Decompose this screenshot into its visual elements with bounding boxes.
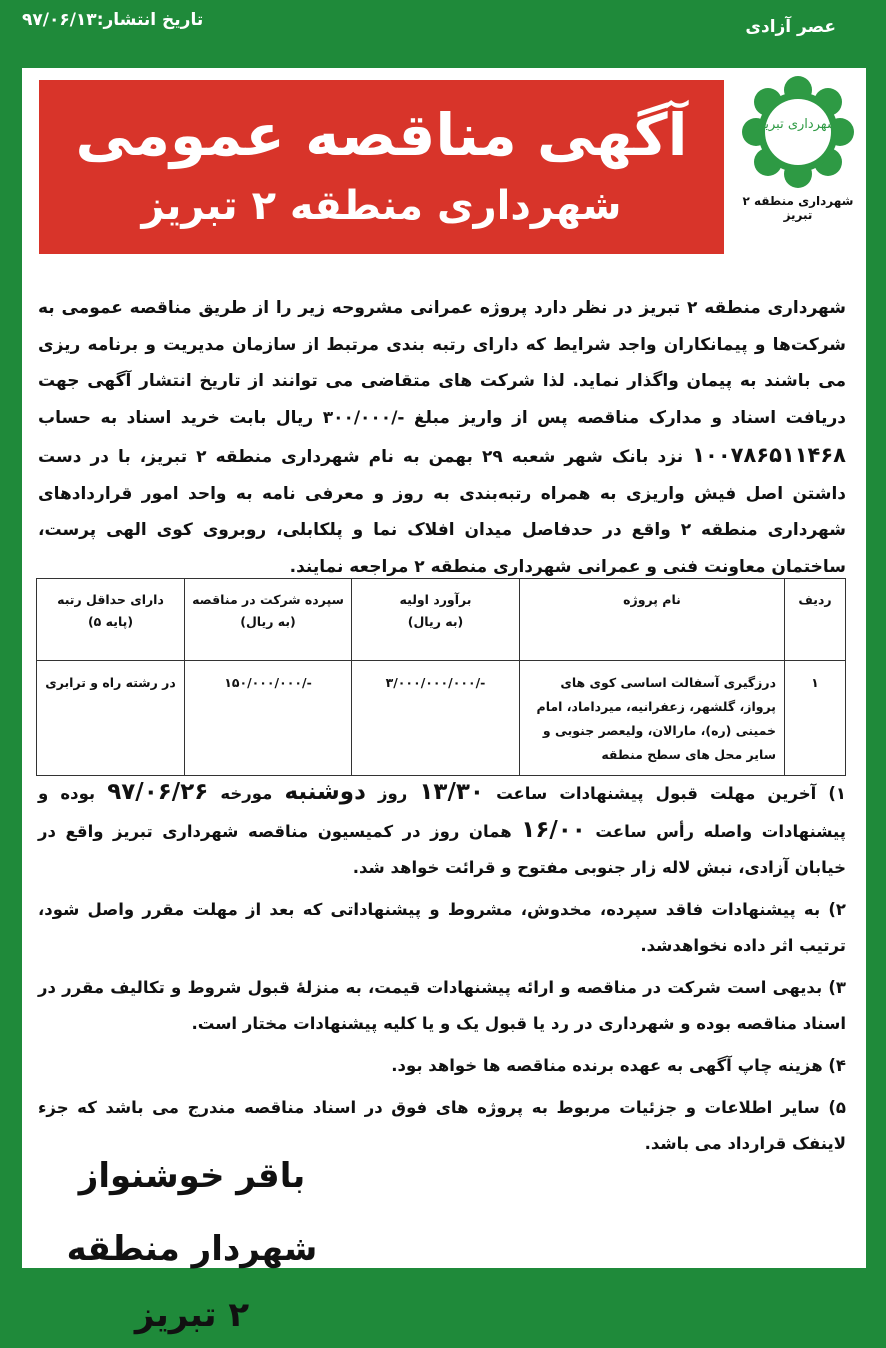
col-deposit-header: سپرده شرکت در مناقصه (به ریال) xyxy=(185,579,352,661)
logo-caption: شهرداری منطقه ۲ تبریز xyxy=(742,194,854,222)
tabriz-municipality-emblem-icon xyxy=(742,76,854,188)
condition-1: ۱) آخرین مهلت قبول پیشنهادات ساعت ۱۳/۳۰ روز دوشنبه مورخه ۹۷/۰۶/۲۶ بوده و پیشنهادات واصله رأس ساعت ۱۶/۰۰ همان روز در کمیسیون مناقصه شهرداری تبریز واقع در خیابان آزادی، نبش لاله زار جنوبی مفتوح و قرائت خواهد شد. xyxy=(38,779,846,877)
notice-title: آگهی مناقصه عمومی xyxy=(75,101,688,169)
cell-grade: در رشته راه و ترابری xyxy=(37,661,185,776)
cell-project-name: درزگیری آسفالت اساسی کوی های پرواز، گلشهر، زعفرانیه، میرداماد، امام خمینی (ره)، مارالان، ولیعصر جنوبی و سایر محل های سطح منطقه xyxy=(520,661,785,776)
deadline-date: ۹۷/۰۶/۲۶ xyxy=(107,779,209,805)
intro-paragraph xyxy=(38,290,846,586)
table-row xyxy=(37,661,846,776)
cell-deposit: -/۱۵۰/۰۰۰/۰۰۰ xyxy=(185,661,352,776)
newspaper-name: عصر آزادی xyxy=(745,17,836,37)
col-grade-header: دارای حداقل رتبه (پایه ۵) xyxy=(37,579,185,661)
title-banner xyxy=(39,80,724,254)
notice-paper xyxy=(22,68,866,1335)
project-table xyxy=(36,578,846,776)
signatory-name: باقر خوشنواز xyxy=(78,1156,306,1196)
emblem-text: شهرداری تبریز xyxy=(758,117,838,132)
condition-2: ۲) به پیشنهادات فاقد سپرده، مخدوش، مشروط و پیشنهاداتی که بعد از مهلت مقرر واصل شود، ترتیب اثر داده نخواهدشد. xyxy=(38,900,846,955)
conditions-list xyxy=(38,774,846,1168)
condition-5: ۵) سایر اطلاعات و جزئیات مربوط به پروژه های فوق در اسناد مناقصه مندرج می باشد که جزء لاینفک قرارداد می باشد. xyxy=(38,1098,846,1153)
publication-date: تاریخ انتشار:۹۷/۰۶/۱۳ xyxy=(22,10,204,30)
notice-subtitle: شهرداری منطقه ۲ تبریز xyxy=(141,183,622,229)
municipality-logo xyxy=(738,76,858,236)
col-project-header: نام پروژه xyxy=(520,579,785,661)
signature-block xyxy=(62,1148,322,1348)
condition-4: ۴) هزینه چاپ آگهی به عهده برنده مناقصه ها خواهد بود. xyxy=(391,1056,846,1075)
top-bar xyxy=(0,0,886,48)
col-estimate-header: برآورد اولیه (به ریال) xyxy=(352,579,520,661)
col-row-header: ردیف xyxy=(785,579,846,661)
cell-row-number: ۱ xyxy=(785,661,846,776)
table-header-row xyxy=(37,579,846,661)
deadline-time: ۱۳/۳۰ xyxy=(419,779,484,805)
signatory-title: شهردار منطقه ۲ تبریز xyxy=(66,1229,318,1335)
deadline-day: دوشنبه xyxy=(284,779,366,805)
condition-3: ۳) بدیهی است شرکت در مناقصه و ارائه پیشنهادات قیمت، به منزلهٔ قبول شروط و تکالیف مقرر در اسناد مناقصه بوده و شهرداری در رد یا قبول یک و یا کلیه پیشنهادات مختار است. xyxy=(38,978,846,1033)
opening-time: ۱۶/۰۰ xyxy=(521,817,586,843)
intro-text-part2: نزد بانک شهر شعبه ۲۹ بهمن به نام شهرداری منطقه ۲ تبریز، با در دست داشتن اصل فیش واریزی به همراه رتبه‌بندی به روز و معرفی نامه به واحد امور قراردادهای شهرداری منطقه ۲ واقع در حدفاصل میدان افلاک نما و پلکابلی، روبروی کوی الهی پرست، ساختمان معاونت فنی و عمرانی شهرداری منطقه ۲ مراجعه نمایند. xyxy=(38,446,847,577)
bank-account-number: ۱۰۰۷۸۶۵۱۱۴۶۸ xyxy=(692,442,846,467)
intro-text-part1: شهرداری منطقه ۲ تبریز در نظر دارد پروژه عمرانی مشروحه زیر را از طریق مناقصه عمومی به شرکت‌ها و پیمانکاران واجد شرایط که دارای رتبه بندی مرتبط از سازمان مدیریت و برنامه ریزی می باشند به پیمان واگذار نماید. لذا شرکت های متقاضی می توانند از تاریخ انتشار آگهی جهت دریافت اسناد و مدارک مناقصه پس از واریز مبلغ -/۳۰۰/۰۰۰ ریال بابت خرید اسناد به حساب xyxy=(38,298,846,429)
cell-estimate: -/۳/۰۰۰/۰۰۰/۰۰۰ xyxy=(352,661,520,776)
